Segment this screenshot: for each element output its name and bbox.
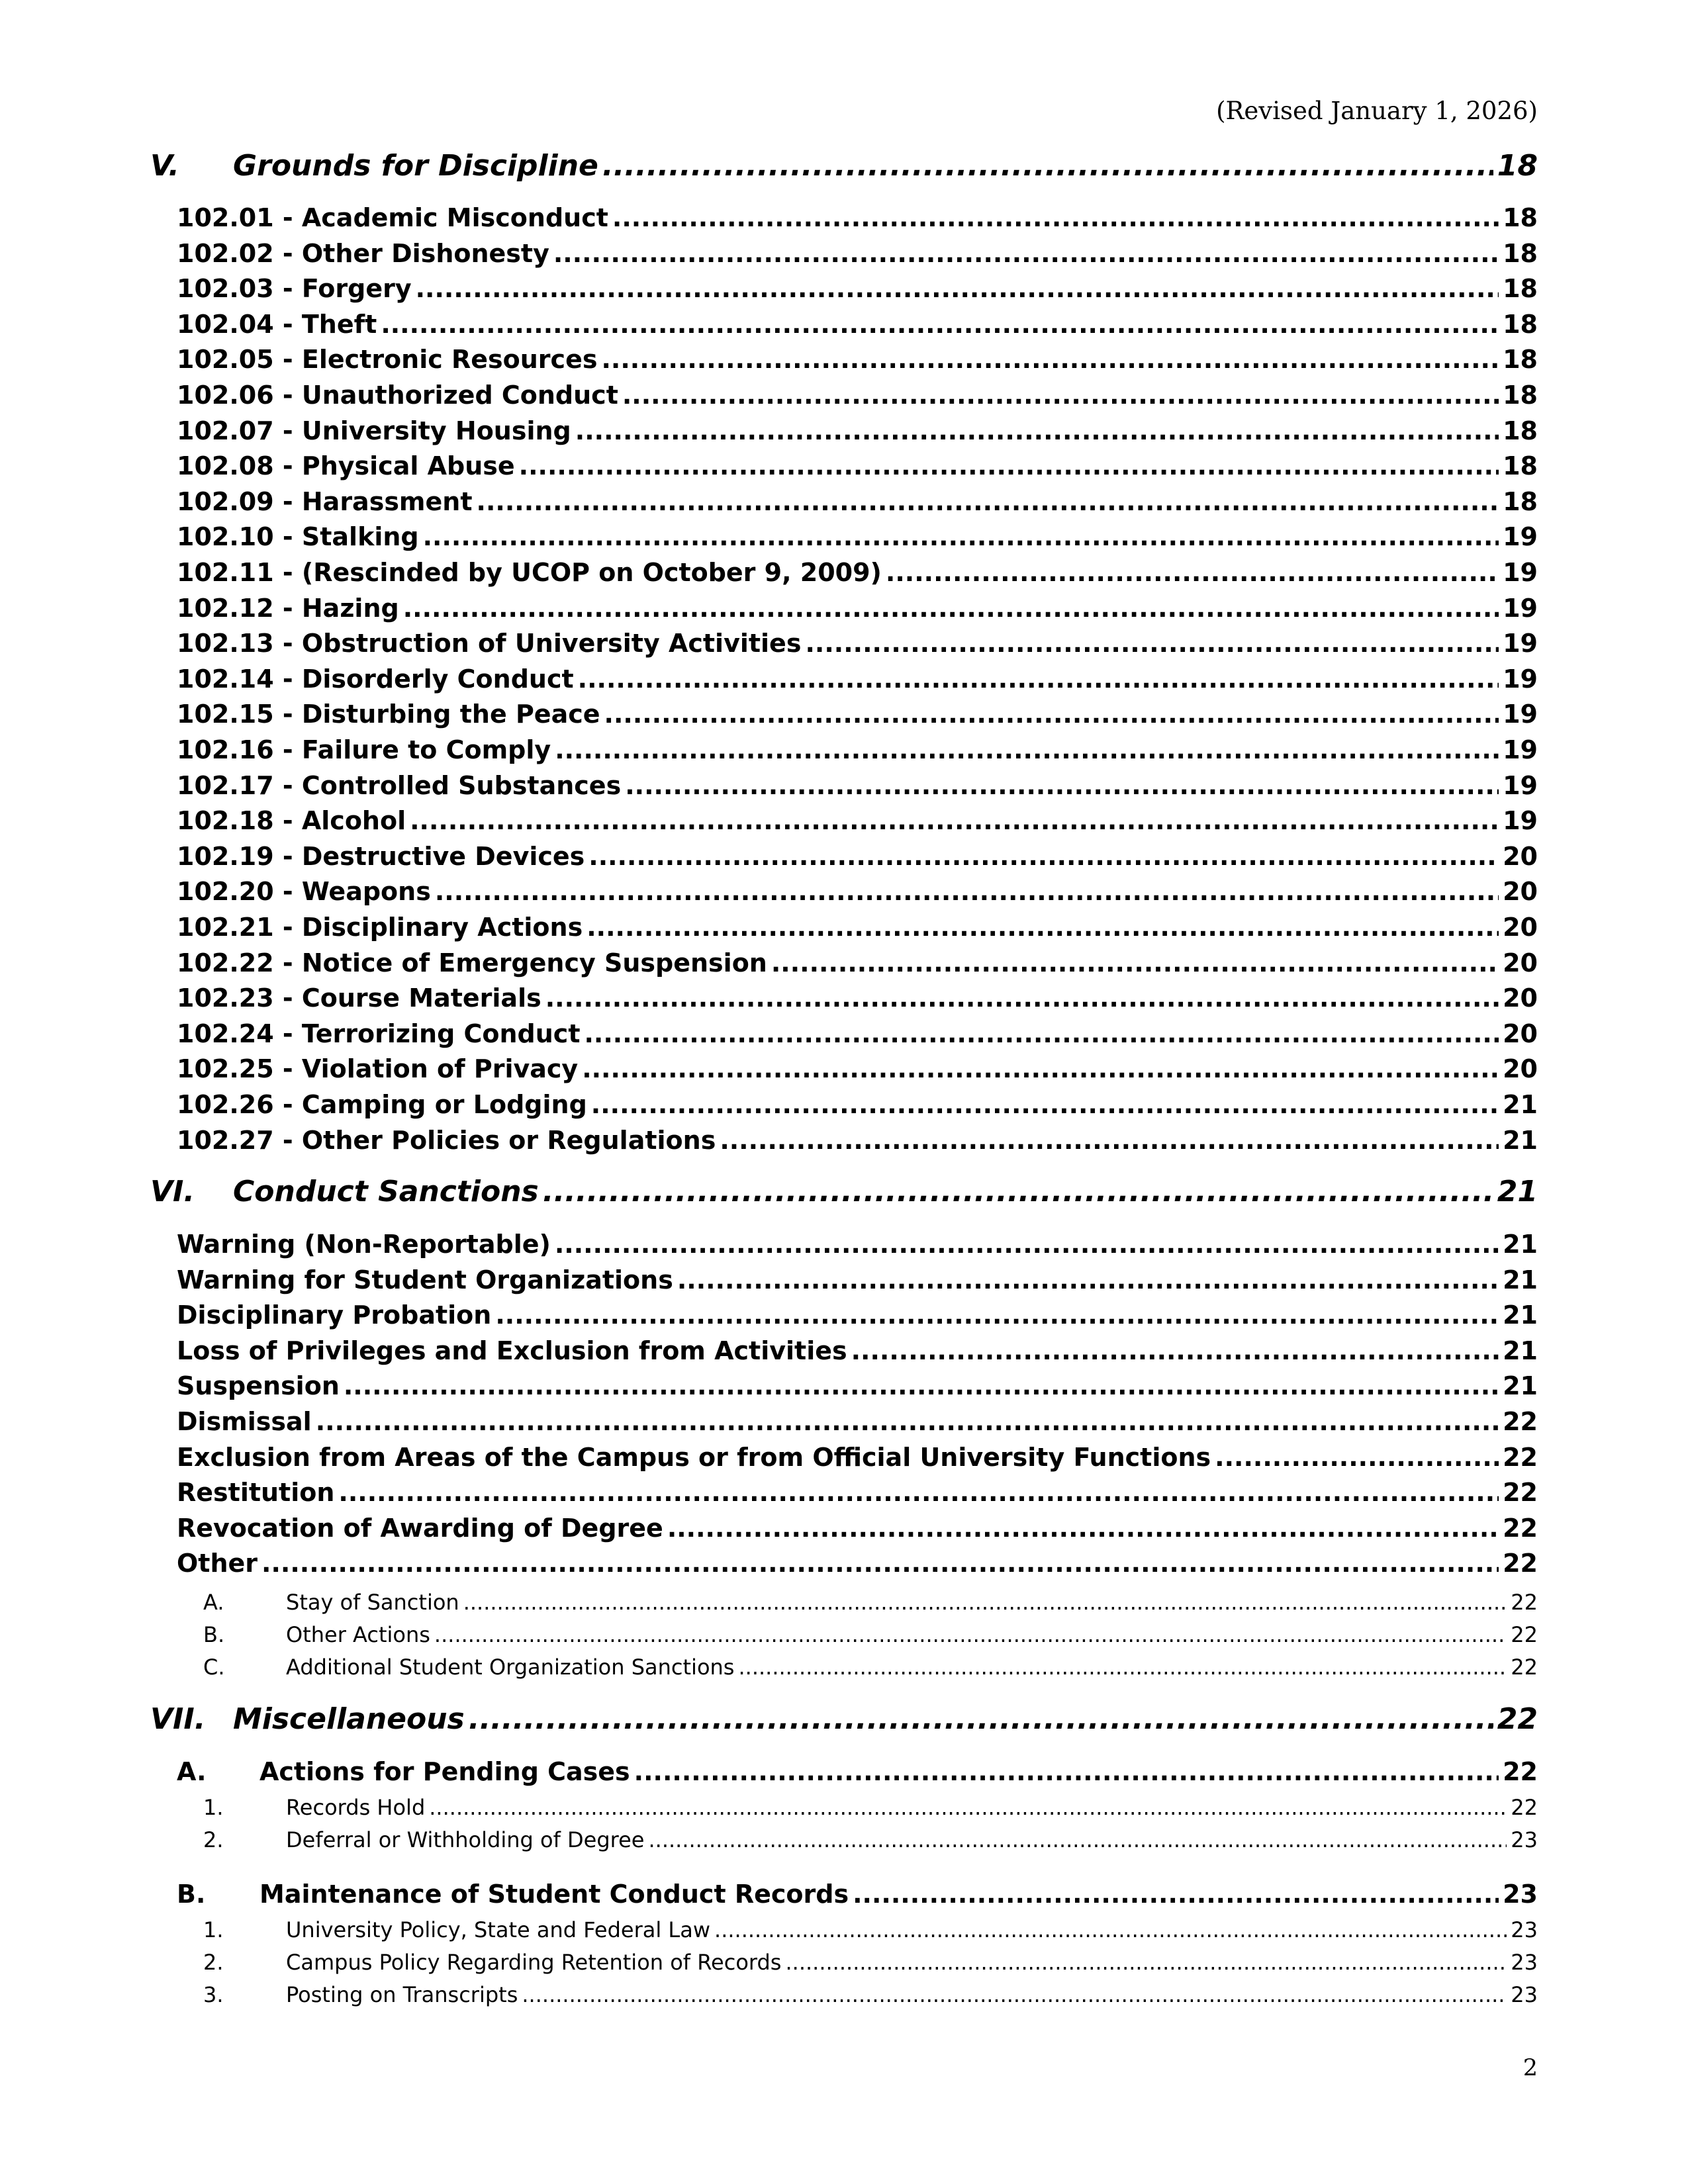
- toc-entry[interactable]: [177, 983, 1538, 1018]
- entry-page-number: 22: [1497, 1702, 1538, 1736]
- entry-page-number: 20: [1503, 913, 1538, 942]
- toc-entry[interactable]: [177, 913, 1538, 947]
- toc-subentry[interactable]: [203, 1950, 1538, 1979]
- dot-leader: [853, 1880, 1499, 1909]
- toc-entry[interactable]: [177, 594, 1538, 628]
- dot-leader: [677, 1265, 1499, 1295]
- entry-title: Disciplinary Probation: [177, 1300, 492, 1330]
- entry-title: 102.24 - Terrorizing Conduct: [177, 1019, 581, 1048]
- entry-title: Dismissal: [177, 1407, 312, 1436]
- revised-date: (Revised January 1, 2026): [1216, 97, 1538, 125]
- entry-page-number: 23: [1503, 1880, 1538, 1909]
- entry-title: University Policy, State and Federal Law: [286, 1917, 711, 1942]
- dot-leader: [338, 1478, 1499, 1507]
- entry-number: 2.: [203, 1950, 224, 1975]
- dot-leader: [545, 983, 1499, 1013]
- toc-entry[interactable]: [177, 1300, 1538, 1335]
- entry-title: 102.15 - Disturbing the Peace: [177, 700, 600, 729]
- entry-page-number: 18: [1503, 203, 1538, 232]
- entry-title: 102.12 - Hazing: [177, 593, 399, 623]
- dot-leader: [771, 948, 1499, 978]
- entry-number: V.: [150, 149, 179, 183]
- entry-page-number: 22: [1511, 1622, 1538, 1647]
- entry-page-number: 19: [1503, 806, 1538, 836]
- toc-entry[interactable]: [177, 1265, 1538, 1300]
- entry-page-number: 18: [1503, 381, 1538, 410]
- entry-page-number: 22: [1503, 1478, 1538, 1508]
- entry-number: A.: [177, 1757, 207, 1786]
- toc-entry[interactable]: [177, 522, 1538, 557]
- entry-page-number: 18: [1503, 238, 1538, 268]
- entry-page-number: 19: [1503, 558, 1538, 587]
- dot-leader: [403, 594, 1499, 623]
- section-heading[interactable]: [150, 1702, 1538, 1742]
- entry-title: 102.21 - Disciplinary Actions: [177, 913, 583, 942]
- dot-leader: [604, 700, 1499, 729]
- entry-title: 102.04 - Theft: [177, 309, 377, 339]
- entry-title: Other Actions: [286, 1622, 430, 1647]
- entry-title: 102.09 - Harassment: [177, 486, 473, 516]
- entry-title: 102.08 - Physical Abuse: [177, 451, 515, 481]
- entry-page-number: 20: [1503, 983, 1538, 1013]
- toc-entry[interactable]: [177, 1019, 1538, 1054]
- entry-page-number: 23: [1511, 1950, 1538, 1975]
- entry-title: Deferral or Withholding of Degree: [286, 1827, 645, 1852]
- dot-leader: [435, 877, 1499, 906]
- toc-subentry[interactable]: [203, 1827, 1538, 1856]
- toc-entry[interactable]: [177, 451, 1538, 486]
- entry-title: 102.17 - Controlled Substances: [177, 770, 622, 800]
- entry-title: Warning for Student Organizations: [177, 1265, 673, 1295]
- entry-number: 1.: [203, 1917, 224, 1942]
- entry-page-number: 21: [1503, 1090, 1538, 1119]
- toc-entry[interactable]: [177, 1514, 1538, 1548]
- entry-page-number: 22: [1503, 1407, 1538, 1436]
- toc-entry[interactable]: [177, 664, 1538, 699]
- dot-leader: [622, 381, 1499, 410]
- entry-title: 102.27 - Other Policies or Regulations: [177, 1125, 716, 1155]
- entry-title: 102.02 - Other Dishonesty: [177, 238, 549, 268]
- dot-leader: [586, 913, 1499, 942]
- dot-leader: [575, 416, 1499, 445]
- toc-entry[interactable]: [177, 345, 1538, 379]
- toc-entry[interactable]: [177, 274, 1538, 308]
- toc-entry[interactable]: [177, 877, 1538, 911]
- dot-leader: [1215, 1443, 1499, 1472]
- entry-number: B.: [177, 1880, 206, 1909]
- toc-entry[interactable]: [177, 1549, 1538, 1583]
- entry-title: Miscellaneous: [233, 1702, 465, 1736]
- toc-subentry[interactable]: [203, 1622, 1538, 1651]
- entry-number: C.: [203, 1655, 225, 1680]
- toc-entry[interactable]: [177, 1090, 1538, 1124]
- dot-leader: [886, 558, 1499, 587]
- entry-page-number: 19: [1503, 629, 1538, 659]
- dot-leader: [625, 771, 1499, 800]
- entry-page-number: 20: [1503, 1054, 1538, 1084]
- entry-page-number: 18: [1503, 486, 1538, 516]
- entry-page-number: 18: [1503, 416, 1538, 445]
- entry-title: Campus Policy Regarding Retention of Records: [286, 1950, 782, 1975]
- dot-leader: [477, 487, 1499, 516]
- entry-page-number: 20: [1503, 948, 1538, 978]
- dot-leader: [423, 522, 1499, 551]
- dot-leader: [602, 149, 1493, 183]
- entry-page-number: 21: [1503, 1230, 1538, 1259]
- toc-entry[interactable]: [177, 629, 1538, 663]
- toc-entry[interactable]: [177, 1336, 1538, 1371]
- entry-page-number: 21: [1503, 1265, 1538, 1295]
- dot-leader: [738, 1655, 1507, 1680]
- toc-subentry[interactable]: [203, 1590, 1538, 1619]
- toc-entry[interactable]: [177, 1407, 1538, 1441]
- dot-leader: [416, 274, 1499, 303]
- entry-page-number: 18: [1503, 309, 1538, 339]
- toc-entry[interactable]: [177, 381, 1538, 415]
- entry-page-number: 23: [1511, 1917, 1538, 1942]
- entry-page-number: 18: [1503, 274, 1538, 304]
- entry-page-number: 20: [1503, 877, 1538, 907]
- entry-number: 1.: [203, 1795, 224, 1820]
- dot-leader: [591, 1090, 1499, 1119]
- toc-entry[interactable]: [177, 1054, 1538, 1089]
- entry-title: Restitution: [177, 1478, 335, 1508]
- entry-page-number: 19: [1503, 522, 1538, 552]
- dot-leader: [316, 1407, 1499, 1436]
- entry-page-number: 21: [1503, 1371, 1538, 1401]
- entry-number: VII.: [150, 1702, 206, 1736]
- entry-title: Conduct Sanctions: [233, 1175, 539, 1208]
- toc-group[interactable]: [177, 1757, 1538, 1792]
- entry-title: Loss of Privileges and Exclusion from Activities: [177, 1336, 847, 1365]
- toc-entry[interactable]: [177, 1478, 1538, 1512]
- dot-leader: [720, 1126, 1499, 1155]
- toc-entry[interactable]: [177, 239, 1538, 273]
- dot-leader: [785, 1950, 1507, 1975]
- dot-leader: [667, 1514, 1499, 1543]
- entry-title: 102.06 - Unauthorized Conduct: [177, 381, 618, 410]
- toc-entry[interactable]: [177, 948, 1538, 983]
- dot-leader: [601, 345, 1499, 374]
- dot-leader: [588, 842, 1499, 871]
- entry-title: 102.25 - Violation of Privacy: [177, 1054, 579, 1084]
- entry-title: 102.26 - Camping or Lodging: [177, 1090, 587, 1119]
- toc-entry[interactable]: [177, 1371, 1538, 1406]
- entry-title: 102.18 - Alcohol: [177, 806, 406, 836]
- entry-page-number: 22: [1503, 1757, 1538, 1786]
- dot-leader: [381, 310, 1499, 339]
- dot-leader: [555, 1230, 1499, 1259]
- entry-page-number: 19: [1503, 770, 1538, 800]
- dot-leader: [344, 1371, 1499, 1400]
- entry-page-number: 19: [1503, 735, 1538, 764]
- entry-number: 2.: [203, 1827, 224, 1852]
- dot-leader: [469, 1702, 1493, 1736]
- entry-title: 102.05 - Electronic Resources: [177, 345, 598, 375]
- entry-page-number: 21: [1503, 1300, 1538, 1330]
- toc-subentry[interactable]: [203, 1917, 1538, 1946]
- entry-page-number: 18: [1503, 451, 1538, 481]
- entry-title: Stay of Sanction: [286, 1590, 459, 1615]
- entry-page-number: 22: [1503, 1549, 1538, 1578]
- entry-title: 102.19 - Destructive Devices: [177, 841, 585, 871]
- toc-group[interactable]: [177, 1880, 1538, 1914]
- dot-leader: [714, 1917, 1507, 1942]
- entry-title: 102.16 - Failure to Comply: [177, 735, 551, 764]
- dot-leader: [519, 451, 1499, 480]
- entry-page-number: 22: [1511, 1590, 1538, 1615]
- entry-title: 102.23 - Course Materials: [177, 983, 541, 1013]
- toc-subentry[interactable]: [203, 1655, 1538, 1684]
- entry-page-number: 22: [1503, 1513, 1538, 1543]
- entry-page-number: 20: [1503, 841, 1538, 871]
- entry-page-number: 22: [1511, 1795, 1538, 1820]
- entry-title: 102.22 - Notice of Emergency Suspension: [177, 948, 767, 978]
- entry-page-number: 20: [1503, 1019, 1538, 1048]
- entry-page-number: 19: [1503, 700, 1538, 729]
- dot-leader: [429, 1795, 1507, 1820]
- toc-entry[interactable]: [177, 416, 1538, 451]
- toc-entry[interactable]: [177, 842, 1538, 876]
- dot-leader: [648, 1827, 1507, 1852]
- entry-title: Exclusion from Areas of the Campus or from Official University Functions: [177, 1442, 1211, 1472]
- entry-title: 102.14 - Disorderly Conduct: [177, 664, 574, 694]
- entry-title: 102.20 - Weapons: [177, 877, 431, 907]
- page-number: 2: [1523, 2055, 1538, 2081]
- entry-number: 3.: [203, 1982, 224, 2007]
- entry-title: Other: [177, 1549, 258, 1578]
- entry-page-number: 18: [1503, 345, 1538, 375]
- entry-title: Maintenance of Student Conduct Records: [259, 1880, 849, 1909]
- entry-title: Suspension: [177, 1371, 340, 1401]
- toc-entry[interactable]: [177, 310, 1538, 344]
- entry-title: Additional Student Organization Sanctions: [286, 1655, 735, 1680]
- entry-page-number: 19: [1503, 664, 1538, 694]
- entry-title: 102.11 - (Rescinded by UCOP on October 9, 2009): [177, 558, 882, 587]
- dot-leader: [261, 1549, 1499, 1578]
- entry-title: 102.03 - Forgery: [177, 274, 412, 304]
- section-heading[interactable]: [150, 149, 1538, 189]
- dot-leader: [553, 239, 1499, 268]
- entry-page-number: 23: [1511, 1827, 1538, 1852]
- entry-number: A.: [203, 1590, 224, 1615]
- entry-title: Revocation of Awarding of Degree: [177, 1513, 663, 1543]
- entry-title: Grounds for Discipline: [233, 149, 598, 183]
- entry-page-number: 23: [1511, 1982, 1538, 2007]
- entry-title: 102.01 - Academic Misconduct: [177, 203, 608, 232]
- entry-page-number: 22: [1503, 1442, 1538, 1472]
- dot-leader: [495, 1300, 1499, 1330]
- toc-entry[interactable]: [177, 735, 1538, 770]
- dot-leader: [555, 735, 1499, 764]
- dot-leader: [543, 1175, 1493, 1208]
- toc-entry[interactable]: [177, 1126, 1538, 1160]
- toc-entry[interactable]: [177, 487, 1538, 522]
- dot-leader: [584, 1019, 1499, 1048]
- toc-entry[interactable]: [177, 558, 1538, 592]
- entry-number: VI.: [150, 1175, 195, 1208]
- section-heading[interactable]: [150, 1175, 1538, 1214]
- toc-entry[interactable]: [177, 806, 1538, 841]
- entry-title: Actions for Pending Cases: [259, 1757, 630, 1786]
- dot-leader: [851, 1336, 1499, 1365]
- toc-entry[interactable]: [177, 1230, 1538, 1264]
- toc-subentry[interactable]: [203, 1982, 1538, 2011]
- dot-leader: [410, 806, 1499, 835]
- entry-page-number: 21: [1503, 1336, 1538, 1365]
- dot-leader: [434, 1622, 1507, 1647]
- toc-subentry[interactable]: [203, 1795, 1538, 1824]
- toc-entry[interactable]: [177, 1443, 1538, 1477]
- entry-title: 102.10 - Stalking: [177, 522, 419, 552]
- entry-page-number: 21: [1497, 1175, 1538, 1208]
- dot-leader: [805, 629, 1499, 658]
- entry-page-number: 22: [1511, 1655, 1538, 1680]
- toc-entry[interactable]: [177, 700, 1538, 734]
- entry-number: B.: [203, 1622, 225, 1647]
- entry-page-number: 18: [1497, 149, 1538, 183]
- entry-page-number: 19: [1503, 593, 1538, 623]
- entry-page-number: 21: [1503, 1125, 1538, 1155]
- dot-leader: [582, 1054, 1499, 1083]
- dot-leader: [578, 664, 1499, 694]
- dot-leader: [634, 1757, 1499, 1786]
- entry-title: Warning (Non-Reportable): [177, 1230, 551, 1259]
- entry-title: Posting on Transcripts: [286, 1982, 518, 2007]
- dot-leader: [522, 1982, 1507, 2007]
- dot-leader: [612, 203, 1499, 232]
- toc-entry[interactable]: [177, 203, 1538, 238]
- dot-leader: [463, 1590, 1507, 1615]
- entry-title: 102.07 - University Housing: [177, 416, 571, 445]
- toc-entry[interactable]: [177, 771, 1538, 805]
- entry-title: 102.13 - Obstruction of University Activities: [177, 629, 802, 659]
- entry-title: Records Hold: [286, 1795, 426, 1820]
